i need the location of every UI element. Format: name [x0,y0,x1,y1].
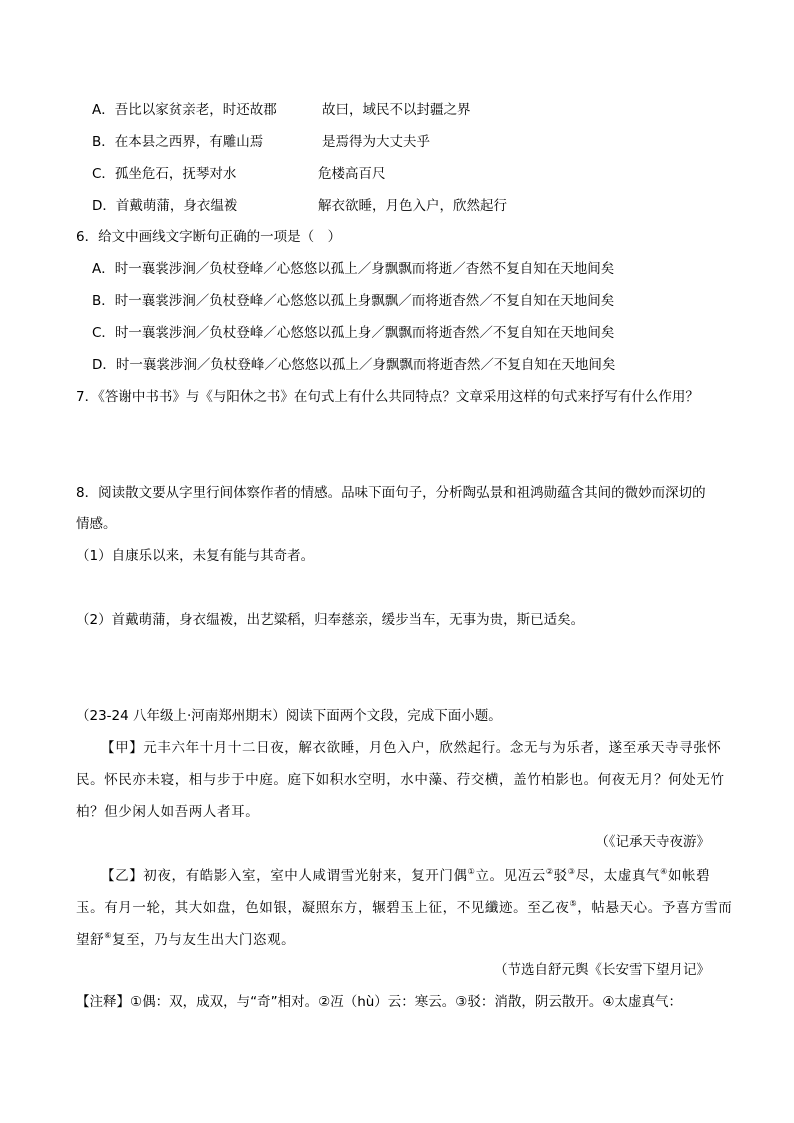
option-text: 时一襄裳涉涧／负杖登峰／心悠悠以孤上／身飘飘而将逝／杳然不复自知在天地间矣 [114,261,615,277]
option-label: B． [92,134,115,150]
q6-option-a [92,259,614,279]
option-label: D． [92,198,116,214]
option-text-right: 解衣欲睡，月色入户，欣然起行 [318,198,507,214]
passage-yi-source: （节选自舒元舆《长安雪下望月记》 [494,962,710,978]
option-text-right: 危楼高百尺 [318,166,386,182]
option-text-left: 在本县之西界，有雕山焉 [114,134,264,150]
note-mark-5: ⑤ [569,899,578,908]
option-label: A． [92,102,115,118]
q6-option-b [92,291,614,311]
q8-stem-line1: 8．阅读散文要从字里行间体察作者的情感。品味下面句子，分析陶弘景和祖鸿勋蕴含其间的微妙而深切的 [76,485,706,501]
option-label: C． [92,325,115,341]
passage-jia-line3: 柏？但少闲人如吾两人者耳。 [76,804,260,820]
note-mark-2: ② [545,867,554,876]
option-label: D． [92,357,116,373]
passage-jia-source: （《记承天寺夜游》 [595,834,710,850]
option-text: 时一襄裳涉涧／负杖登峰／心悠悠以孤上／身飘飘而将逝杳然／不复自知在天地间矣 [115,357,616,373]
note-mark-1: ① [467,867,476,876]
q8-sub2: （2）首戴萌蒲，身衣缊袯，出艺粱稻，归奉慈亲，缓步当车，无事为贵，斯已适矣。 [76,612,585,628]
note-mark-3: ③ [567,867,576,876]
q6-option-c [92,323,614,343]
option-text: 时一襄裳涉涧／负杖登峰／心悠悠以孤上身／飘飘而将逝杳然／不复自知在天地间矣 [114,325,615,341]
q6-stem: 6．给文中画线文字断句正确的一项是（ ） [76,229,342,245]
option-label: B． [92,293,115,309]
option-text-left: 首戴萌蒲，身衣缊袯 [115,198,238,214]
q6-option-d [92,355,615,375]
passage-jia-line1: 【甲】元丰六年十月十二日夜，解衣欲睡，月色入户，欣然起行。念无与为乐者，遂至承天寺寻张怀 [101,740,722,756]
q8-stem-line2: 情感。 [76,516,117,532]
option-text-left: 吾比以家贫亲老，时还故郡 [114,102,277,118]
option-text: 时一襄裳涉涧／负杖登峰／心悠悠以孤上身飘飘／而将逝杳然／不复自知在天地间矣 [114,293,615,309]
passage-jia-line2: 民。怀民亦未寝，相与步于中庭。庭下如积水空明，水中藻、荇交横，盖竹柏影也。何夜无月？何处无竹 [76,772,725,788]
passage-yi-line1: 【乙】初夜，有皓影入室，室中人咸谓雪光射来，复开门偶①立。见冱云②驳③尽，太虚真气④如帐碧 [101,867,711,884]
passage-yi-line3: 望舒⑥复至，乃与友生出大门恣观。 [76,931,296,948]
note-mark-6: ⑥ [104,931,112,940]
reading-intro: （23-24 八年级上·河南郑州期末）阅读下面两个文段，完成下面小题。 [76,708,502,724]
option-label: A． [92,261,115,277]
note-mark-4: ④ [660,867,668,876]
passage-yi-line2: 玉。有月一轮，其大如盘，色如银，凝照东方，辗碧玉上征，不见纖迹。至乙夜⑤，帖悬天心。予喜方雪而 [76,899,733,916]
option-text-left: 孤坐危石，抚琴对水 [114,166,237,182]
option-text-right: 故曰，域民不以封疆之界 [322,102,471,118]
option-label: C． [92,166,115,182]
option-text-right: 是焉得为大丈夫乎 [322,134,430,150]
passage-notes: 【注释】①偶：双，成双，与“奇”相对。②冱（hù）云：寒云。③驳：消散，阴云散开。④太虚真气： [76,994,683,1010]
q8-sub1: （1）自康乐以来，未复有能与其奇者。 [76,548,315,564]
q7-stem: 7．《答谢中书书》与《与阳休之书》在句式上有什么共同特点？文章采用这样的句式来抒写有什么作用？ [76,389,699,405]
